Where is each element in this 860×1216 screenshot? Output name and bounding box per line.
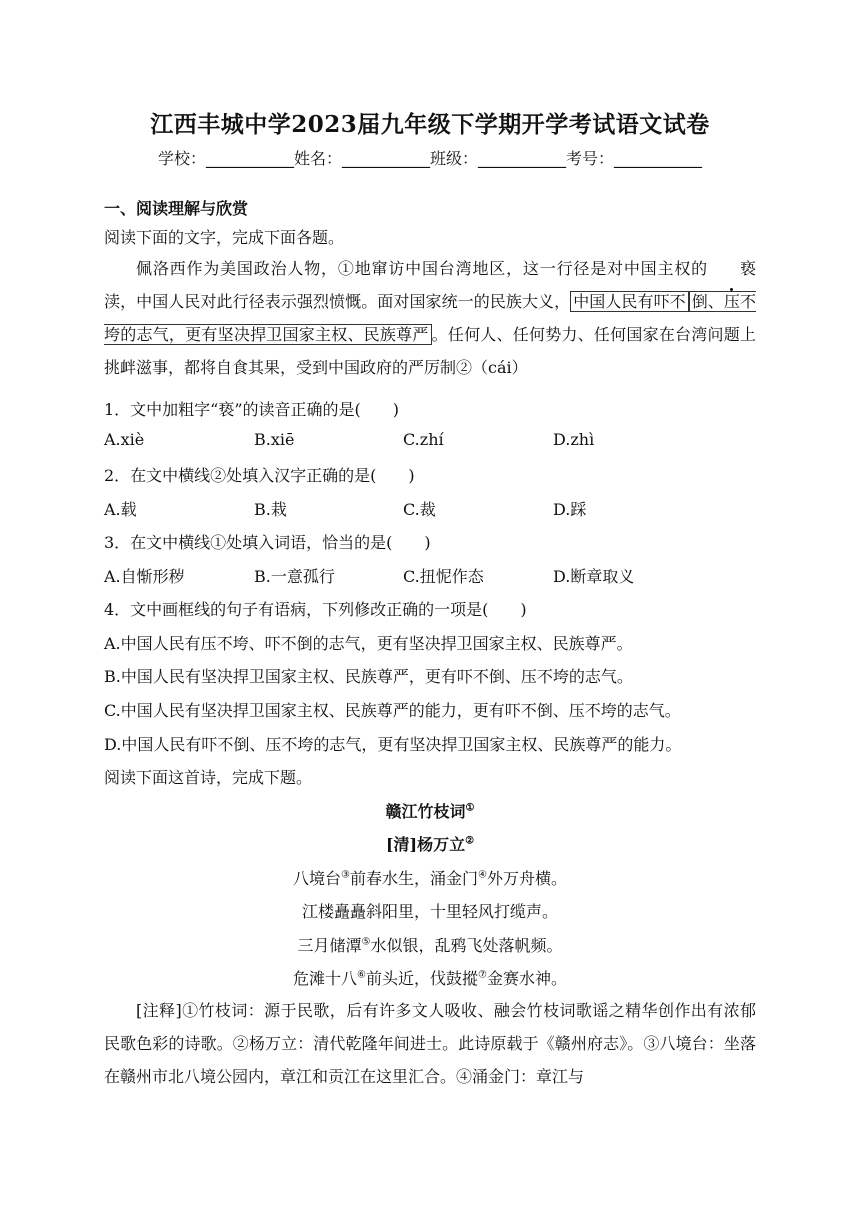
question-1-stem: 1．文中加粗字“亵”的读音正确的是( ) xyxy=(104,400,400,419)
exam-title: 江西丰城中学2023届九年级下学期开学考试语文试卷 xyxy=(150,111,710,138)
passage-paragraph xyxy=(104,252,756,384)
q1-option-b[interactable]: B.xiē xyxy=(254,430,295,449)
q4-option-d[interactable]: D.中国人民有吓不倒、压不垮的志气，更有坚决捍卫国家主权、民族尊严的能力。 xyxy=(104,735,682,754)
question-3-stem: 3．在文中横线①处填入词语，恰当的是( ) xyxy=(104,533,431,552)
poem-line-3: 三月储潭⑤水似银，乱鸦飞处落帆频。 xyxy=(297,936,563,955)
q4-option-c[interactable]: C.中国人民有坚决捍卫国家主权、民族尊严的能力，更有吓不倒、压不垮的志气。 xyxy=(104,701,681,720)
footnote-mark: ① xyxy=(465,802,475,814)
question-2-stem: 2．在文中横线②处填入汉字正确的是( ) xyxy=(104,466,415,485)
passage-text-1: 佩洛西作为美国政治人物，①地窜访中国台湾地区，这一行径是对中国主权的 xyxy=(136,259,708,278)
q4-option-b[interactable]: B.中国人民有坚决捍卫国家主权、民族尊严，更有吓不倒、压不垮的志气。 xyxy=(104,667,633,686)
poem-instruction: 阅读下面这首诗，完成下题。 xyxy=(104,768,313,787)
student-info-line: 学校：___________姓名：___________班级：___________考号：___________ xyxy=(157,149,702,168)
q2-option-a[interactable]: A.载 xyxy=(104,500,137,519)
reading-passage xyxy=(104,252,756,384)
q1-option-c[interactable]: C.zhí xyxy=(403,430,444,449)
footnote-mark: ② xyxy=(465,835,475,847)
q2-option-c[interactable]: C.裁 xyxy=(403,500,436,519)
poem-line-4: 危滩十八⑥前头近，伐鼓摐⑦金赛水神。 xyxy=(293,969,567,988)
reading-instruction: 阅读下面的文字，完成下面各题。 xyxy=(104,228,345,247)
annotation-text: [注释]①竹枝词：源于民歌，后有许多文人吸收、融会竹枝词歌谣之精华创作出有浓郁民歌色彩的诗歌。②杨万立：清代乾隆年间进士。此诗原载于《赣州府志》。③八境台：坐落在赣州市北八境公园内，章江和贡江在这里汇合。④涌金门：章江与 xyxy=(104,1001,756,1086)
q2-option-b[interactable]: B.栽 xyxy=(254,500,287,519)
poem-author: [清]杨万立② xyxy=(385,835,475,854)
q3-option-a[interactable]: A.自惭形秽 xyxy=(104,567,185,586)
poem-title: 赣江竹枝词① xyxy=(385,802,475,821)
q3-option-b[interactable]: B.一意孤行 xyxy=(254,567,335,586)
question-4-stem: 4．文中画框线的句子有语病，下列修改正确的一项是( ) xyxy=(104,600,527,619)
section-heading: 一、阅读理解与欣赏 xyxy=(104,199,249,218)
q1-option-a[interactable]: A.xiè xyxy=(104,430,145,449)
passage-text-3: 。任何人、任何势力、任何国家在台湾问题上挑衅滋事，都将自食其果，受到中国政府的严厉制②（cái） xyxy=(104,325,756,377)
q3-option-c[interactable]: C.扭怩作态 xyxy=(403,567,484,586)
q2-option-d[interactable]: D.踩 xyxy=(553,500,587,519)
poem-line-1: 八境台③前春水生，涌金门④外万舟横。 xyxy=(293,869,567,888)
poem-annotation xyxy=(104,994,756,1093)
boxed-sentence-part-2: 倒、压不垮的志气，更有坚决捍卫国家主权、民族尊严 xyxy=(104,292,756,344)
q4-option-a[interactable]: A.中国人民有压不垮、吓不倒的志气，更有坚决捍卫国家主权、民族尊严。 xyxy=(104,634,633,653)
emphasized-char: 亵 xyxy=(708,252,756,285)
boxed-sentence-part-1: 中国人民有吓不 xyxy=(570,291,689,312)
q3-option-d[interactable]: D.断章取义 xyxy=(553,567,635,586)
poem-line-2: 江楼矗矗斜阳里，十里轻风打缆声。 xyxy=(301,902,558,921)
passage-text-2: 渎，中国人民对此行径表示强烈愤慨。面对国家统一的民族大义， xyxy=(104,292,571,311)
q1-option-d[interactable]: D.zhì xyxy=(553,430,595,449)
